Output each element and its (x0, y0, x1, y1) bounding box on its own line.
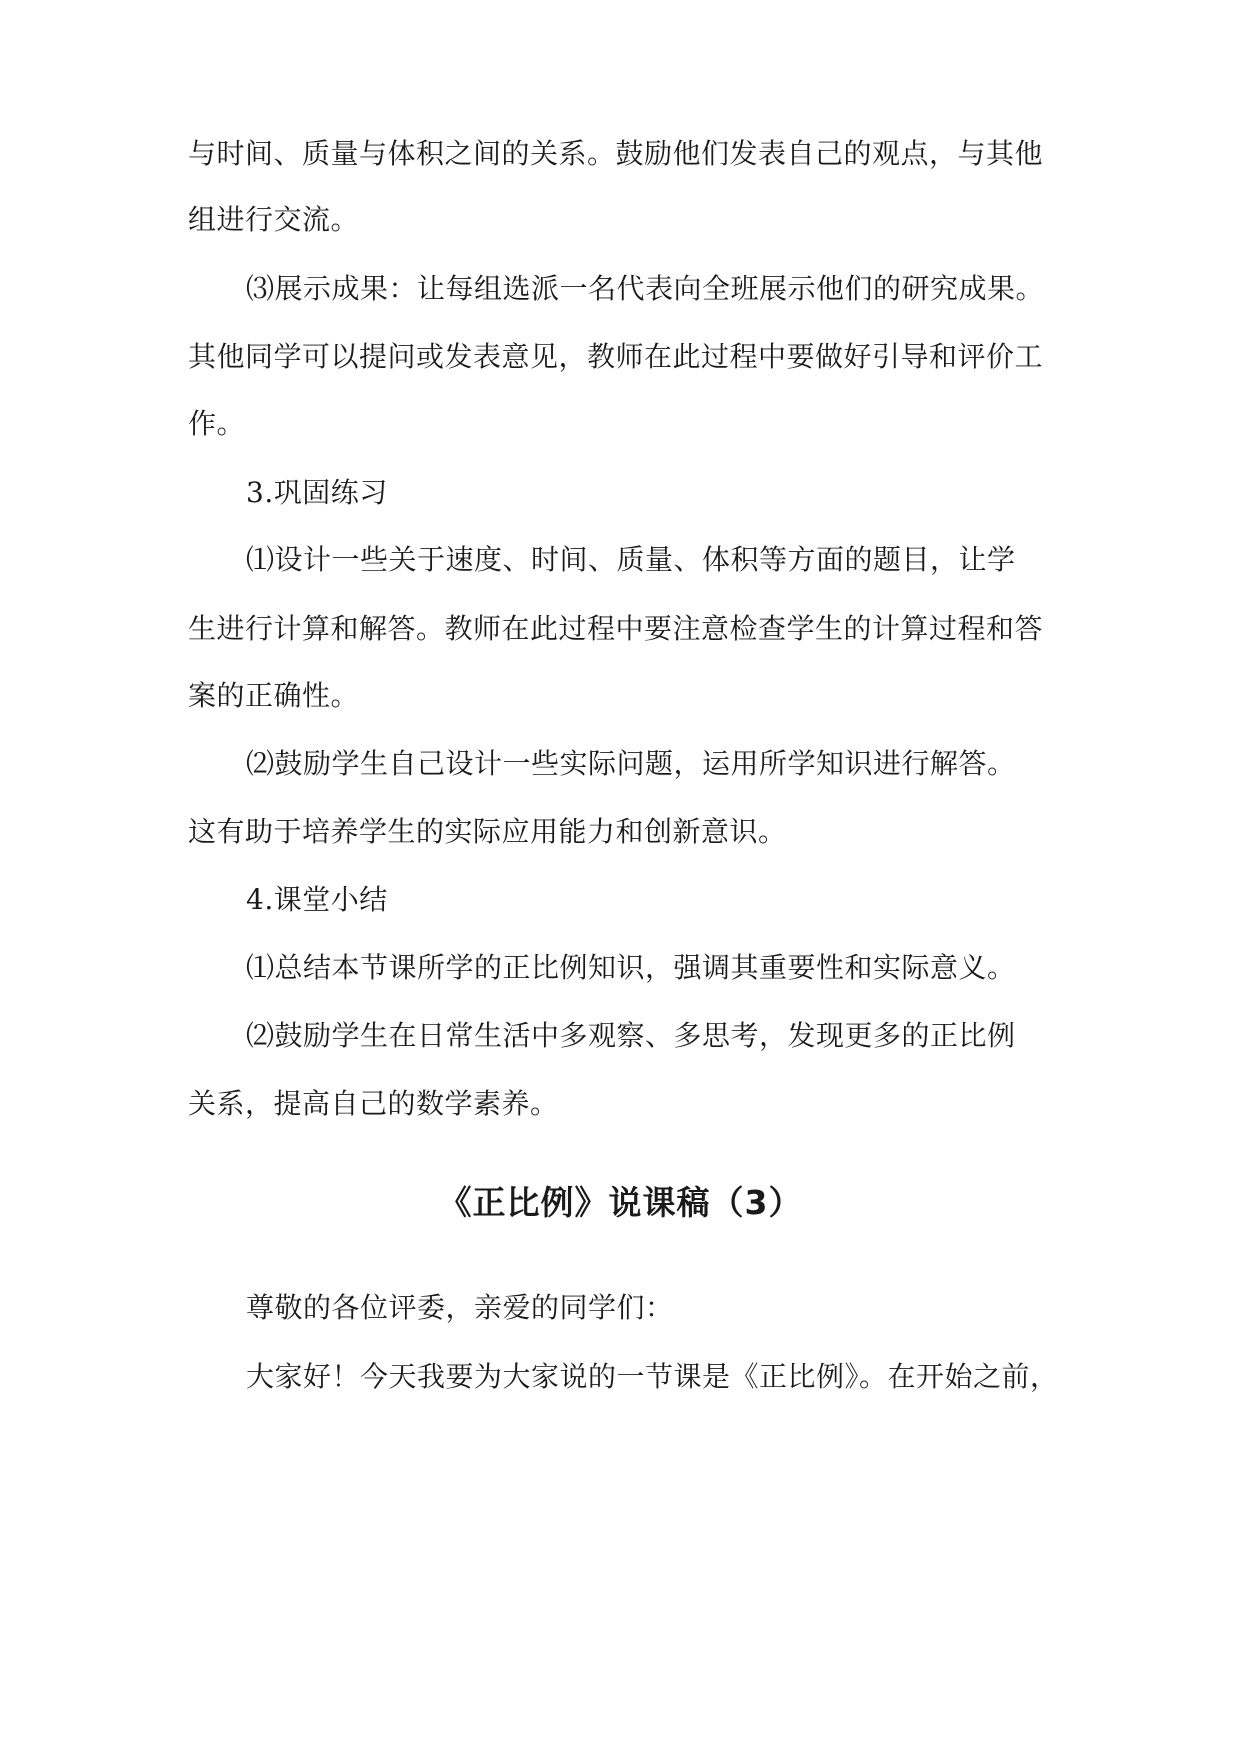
text-line: ⑴总结本节课所学的正比例知识，强调其重要性和实际意义。 (246, 951, 1016, 984)
text-line: 关系，提高自己的数学素养。 (188, 1087, 559, 1120)
text-line: ⑶展示成果：让每组选派一名代表向全班展示他们的研究成果。 (246, 272, 1045, 305)
text-line: 作。 (188, 407, 246, 440)
text-line: 尊敬的各位评委，亲爱的同学们： (246, 1291, 674, 1324)
text-line: 其他同学可以提问或发表意见，教师在此过程中要做好引导和评价工 (188, 340, 1044, 373)
text-line: 生进行计算和解答。教师在此过程中要注意检查学生的计算过程和答 (188, 612, 1044, 645)
text-line: 大家好！今天我要为大家说的一节课是《正比例》。在开始之前， (246, 1360, 1059, 1393)
text-line: 案的正确性。 (188, 679, 360, 712)
text-line: 与时间、质量与体积之间的关系。鼓励他们发表自己的观点，与其他 (188, 137, 1044, 170)
document-title: 《正比例》说课稿（3） (438, 1183, 803, 1222)
text-line: 这有助于培养学生的实际应用能力和创新意识。 (188, 815, 787, 848)
section-heading: 4.课堂小结 (246, 883, 388, 916)
text-line: ⑵鼓励学生自己设计一些实际问题，运用所学知识进行解答。 (246, 747, 1016, 780)
text-line: 组进行交流。 (188, 203, 360, 236)
text-line: ⑴设计一些关于速度、时间、质量、体积等方面的题目，让学 (246, 543, 1016, 576)
text-line: ⑵鼓励学生在日常生活中多观察、多思考，发现更多的正比例 (246, 1019, 1016, 1052)
section-heading: 3.巩固练习 (246, 476, 388, 509)
